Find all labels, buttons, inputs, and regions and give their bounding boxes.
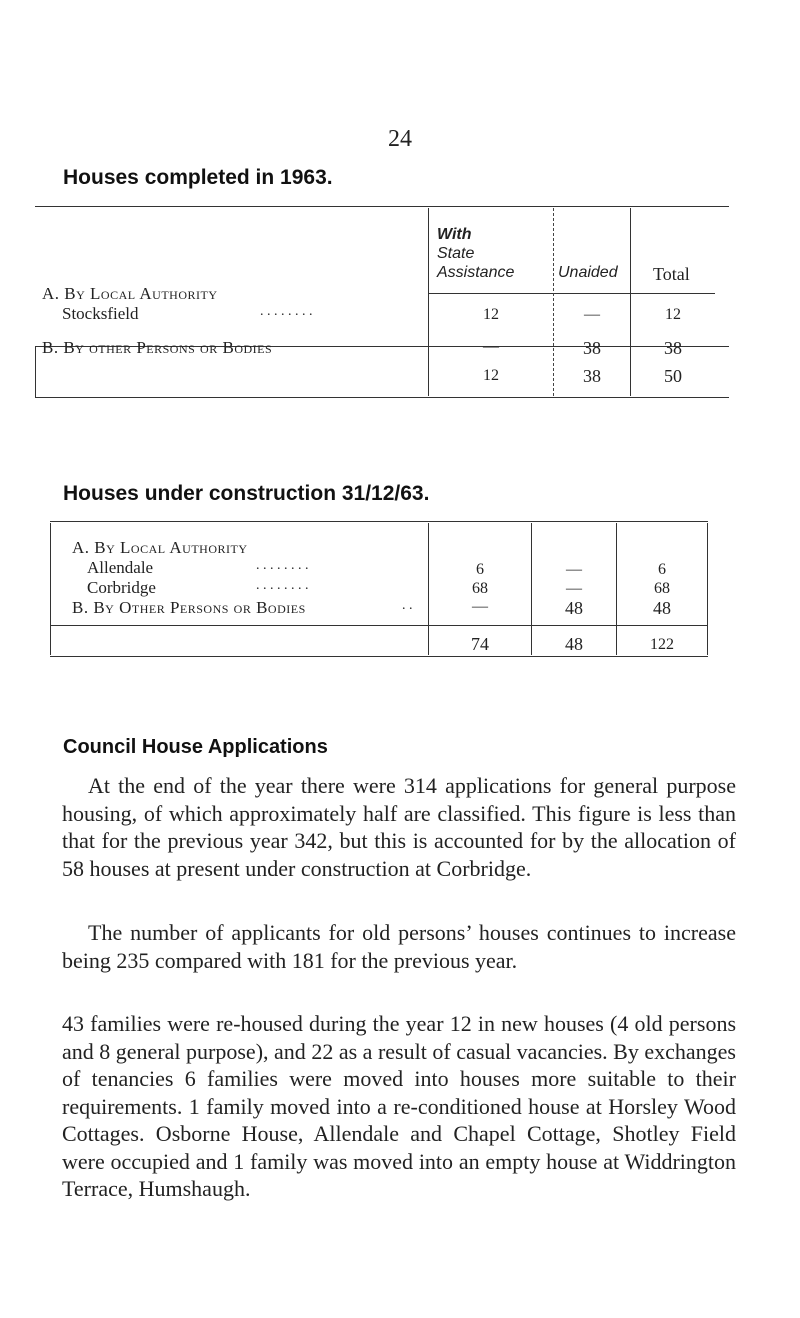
table2-top-border: [50, 521, 708, 522]
col-header-unaided: Unaided: [558, 264, 618, 281]
col-header-assistance: Assistance: [437, 264, 515, 281]
table1-total-unaided: 38: [583, 366, 601, 386]
table2-row-total: 68: [654, 580, 670, 597]
council-paragraph-1: At the end of the year there were 314 applications for general purpose housing, of which approximately half are classified. This figure is less than that for the previous year 342, but this is accounted for by the allocation of 58 houses at present under construction at Corbridge.: [62, 773, 736, 881]
table2-row-leader: . . . . . . . .: [256, 578, 309, 593]
table2-col-divider-2: [531, 523, 532, 655]
table1-total-state: 12: [483, 367, 499, 384]
table1-total-total: 50: [664, 366, 682, 386]
table1-row-unaided: —: [584, 306, 600, 323]
table1-col-divider-1: [428, 208, 429, 396]
col-header-state: State: [437, 245, 475, 262]
table1-top-border: [35, 206, 729, 207]
table2-row-state: 6: [476, 561, 484, 578]
table1-col-divider-3: [630, 208, 631, 396]
council-paragraph-2: The number of applicants for old persons’ houses continues to increase being 235 compared with 181 for the previous year.: [62, 920, 736, 973]
table1-left-edge: [35, 346, 36, 397]
table2-section-a: A. By Local Authority: [72, 538, 248, 557]
table2-row-label: B. By Other Persons or Bodies: [72, 598, 306, 617]
table1-row-unaided: 38: [583, 338, 601, 358]
table2-row-label: Corbridge: [87, 578, 156, 597]
council-paragraph-3: 43 families were re-housed during the year 12 in new houses (4 old persons and 8 general purpose), and 22 as a result of casual vacancies. By exchanges of tenancies 6 families were moved into houses more suitable to their requirements. 1 family moved into a re-conditioned house at Horsley Wood Cottages. Osborne House, Allendale and Chapel Cottage, Shotley Field were occupied and 1 family was moved into an empty house at Widdrington Terrace, Humshaugh.: [62, 1011, 736, 1201]
table1-row-total: 12: [665, 306, 681, 323]
table1-col-divider-2: [553, 208, 554, 396]
council-heading: Council House Applications: [63, 736, 328, 758]
col-header-total: Total: [653, 264, 690, 284]
table2-bottom-border: [50, 656, 708, 657]
table2-col-divider-3: [616, 523, 617, 655]
table1-heading: Houses completed in 1963.: [63, 166, 333, 189]
table2-row-total: 6: [658, 561, 666, 578]
page-number: 24: [388, 126, 412, 152]
table2-total-state: 74: [471, 634, 489, 654]
table2-heading: Houses under construction 31/12/63.: [63, 482, 430, 505]
table2-total-unaided: 48: [565, 634, 583, 654]
table1-header-rule: [428, 293, 715, 294]
table2-total-rule: [50, 625, 708, 626]
table2-total-total: 122: [650, 636, 674, 653]
table2-row-state: 68: [472, 580, 488, 597]
table2-row-unaided: —: [566, 561, 582, 578]
table2-row-unaided: —: [566, 580, 582, 597]
table2-right-edge: [707, 523, 708, 655]
table2-col-divider-1: [428, 523, 429, 655]
table2-row-leader: . . . . . . . .: [256, 558, 309, 573]
table2-row-total: 48: [653, 598, 671, 618]
table1-section-a: A. By Local Authority: [42, 284, 218, 303]
table1-row-total: 38: [664, 338, 682, 358]
table1-row-leader: . . . . . . . .: [260, 304, 313, 319]
col-header-with: With: [437, 226, 472, 243]
table1-row-state: —: [483, 338, 499, 355]
table1-row-state: 12: [483, 306, 499, 323]
table2-row-unaided: 48: [565, 598, 583, 618]
table2-row-leader: . .: [402, 598, 413, 613]
table1-bottom-border: [35, 397, 729, 398]
table1-row-label: Stocksfield: [62, 304, 139, 323]
table2-row-state: —: [472, 598, 488, 615]
table1-row-label: B. By other Persons or Bodies: [42, 338, 273, 357]
table2-left-edge: [50, 523, 51, 655]
table2-row-label: Allendale: [87, 558, 154, 577]
